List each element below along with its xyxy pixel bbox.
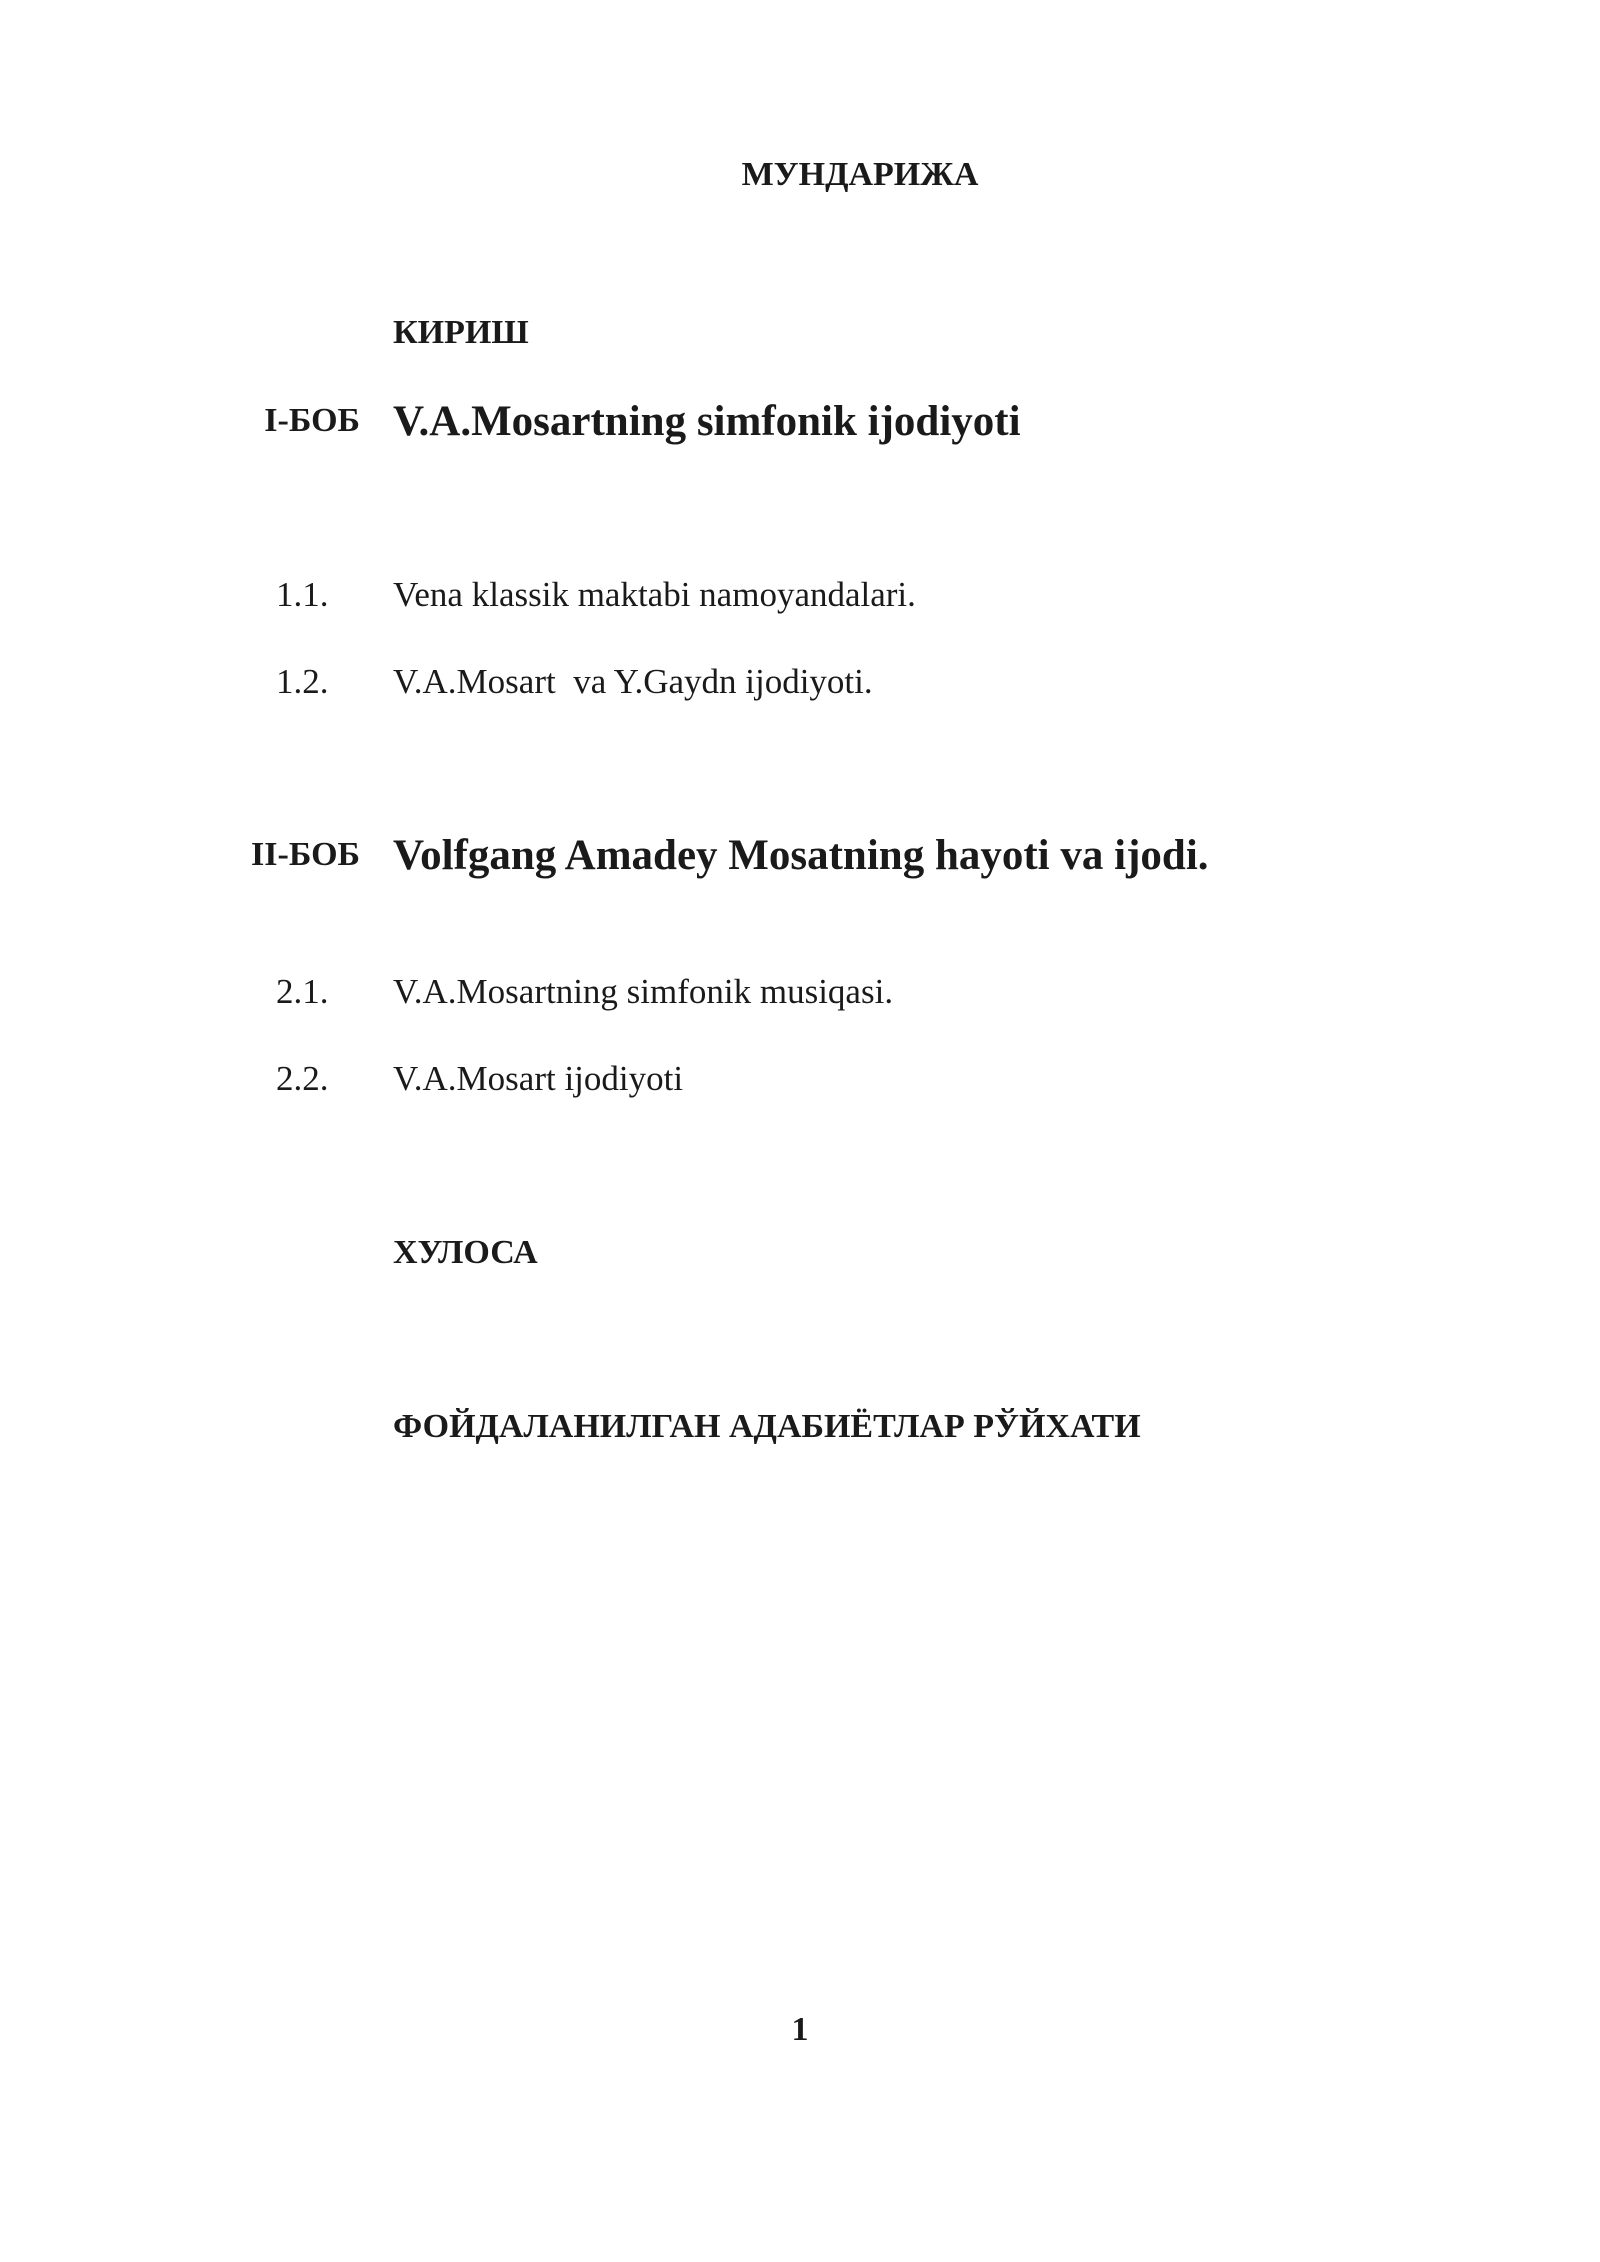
section-1-1-number: 1.1. [276, 575, 329, 614]
section-2-1-number: 2.1. [276, 972, 329, 1011]
section-2-2-text: V.A.Mosart ijodiyoti [393, 1059, 684, 1098]
section-1-2-text: V.A.Mosart va Y.Gaydn ijodiyoti. [393, 662, 873, 701]
page-number: 1 [791, 2011, 809, 2048]
page-title: МУНДАРИЖА [741, 156, 979, 193]
conclusion-heading: ХУЛОСА [393, 1234, 538, 1271]
section-2-1-text: V.A.Mosartning simfonik musiqasi. [393, 972, 894, 1011]
chapter-2-label: II-БОБ [251, 836, 360, 873]
section-1-2-number: 1.2. [276, 662, 329, 701]
intro-heading: КИРИШ [393, 314, 529, 351]
references-heading: ФОЙДАЛАНИЛГАН АДАБИЁТЛАР РЎЙХАТИ [393, 1408, 1141, 1445]
section-1-1-text: Vena klassik maktabi namoyandalari. [393, 575, 916, 614]
section-2-2-number: 2.2. [276, 1059, 329, 1098]
chapter-1-label: I-БОБ [264, 402, 360, 439]
chapter-1-title: V.A.Mosartning simfonik ijodiyoti [393, 398, 1021, 445]
chapter-2-title: Volfgang Amadey Mosatning hayoti va ijodi. [393, 832, 1209, 879]
